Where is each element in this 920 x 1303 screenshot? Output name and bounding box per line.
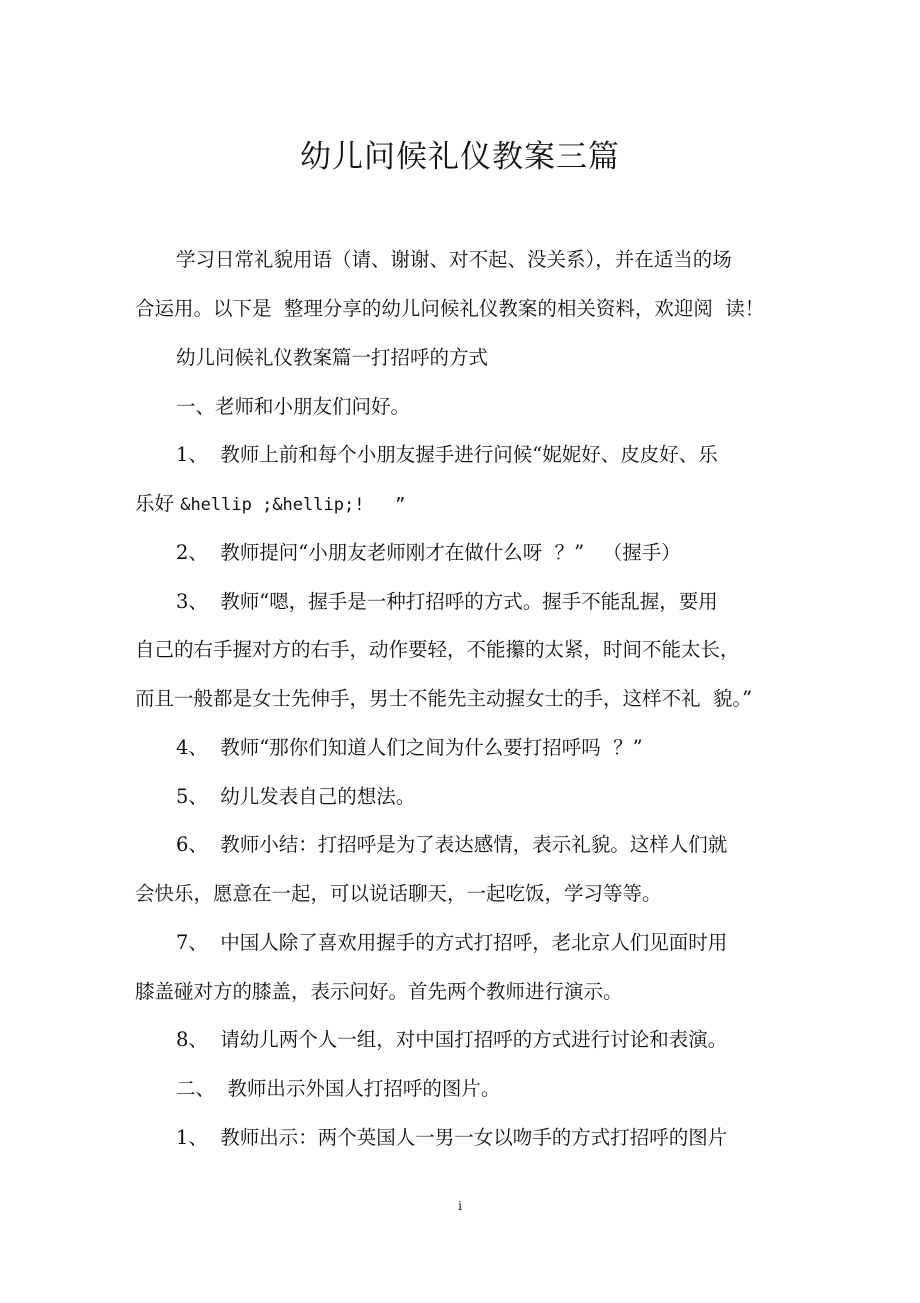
list-item: 6、 教师小结：打招呼是为了表达感情，表示礼貌。这样人们就 (176, 833, 728, 856)
list-item: 1、 教师出示：两个英国人一男一女以吻手的方式打招呼的图片 (176, 1126, 728, 1149)
list-item: 2、 教师提问“小朋友老师刚才在做什么呀 ？” （握手） (176, 541, 681, 564)
list-item: 5、 幼儿发表自己的想法。 (176, 785, 416, 808)
line-text: 乐好 (135, 492, 181, 515)
paragraph-line: 合运用。以下是 整理分享的幼儿问候礼仪教案的相关资料，欢迎阅 读！ (135, 297, 765, 320)
subsection-heading: 二、 教师出示外国人打招呼的图片。 (176, 1077, 501, 1100)
list-item: 7、 中国人除了喜欢用握手的方式打招呼，老北京人们见面时用 (176, 931, 728, 954)
list-item: 3、 教师“嗯，握手是一种打招呼的方式。握手不能乱握，要用 (176, 590, 718, 613)
paragraph-line (135, 490, 405, 519)
paragraph-line: 学习日常礼貌用语（请、谢谢、对不起、没关系），并在适当的场 (176, 248, 732, 271)
paragraph-line: 会快乐，愿意在一起，可以说话聊天，一起吃饭，学习等等。 (135, 882, 662, 905)
list-item: 4、 教师“那你们知道人们之间为什么要打招呼吗 ？” (176, 736, 643, 759)
subsection-heading: 一、老师和小朋友们问好。 (176, 395, 411, 418)
document-title: 幼儿问候礼仪教案三篇 (300, 139, 620, 175)
paragraph-line: 膝盖碰对方的膝盖，表示问好。首先两个教师进行演示。 (135, 980, 623, 1003)
page-number: i (458, 1199, 462, 1213)
paragraph-line: 而且一般都是女士先伸手，男士不能先主动握女士的手，这样不礼 貌。” (135, 687, 753, 710)
paragraph-line: 自己的右手握对方的右手，动作要轻，不能攥的太紧，时间不能太长， (135, 638, 740, 661)
list-item: 8、 请幼儿两个人一组，对中国打招呼的方式进行讨论和表演。 (176, 1028, 728, 1051)
list-item: 1、 教师上前和每个小朋友握手进行问候“妮妮好、皮皮好、乐 (176, 443, 718, 466)
entity-text: &hellip ;&hellip;! ” (180, 495, 406, 515)
section-heading: 幼儿问候礼仪教案篇一打招呼的方式 (176, 346, 489, 369)
